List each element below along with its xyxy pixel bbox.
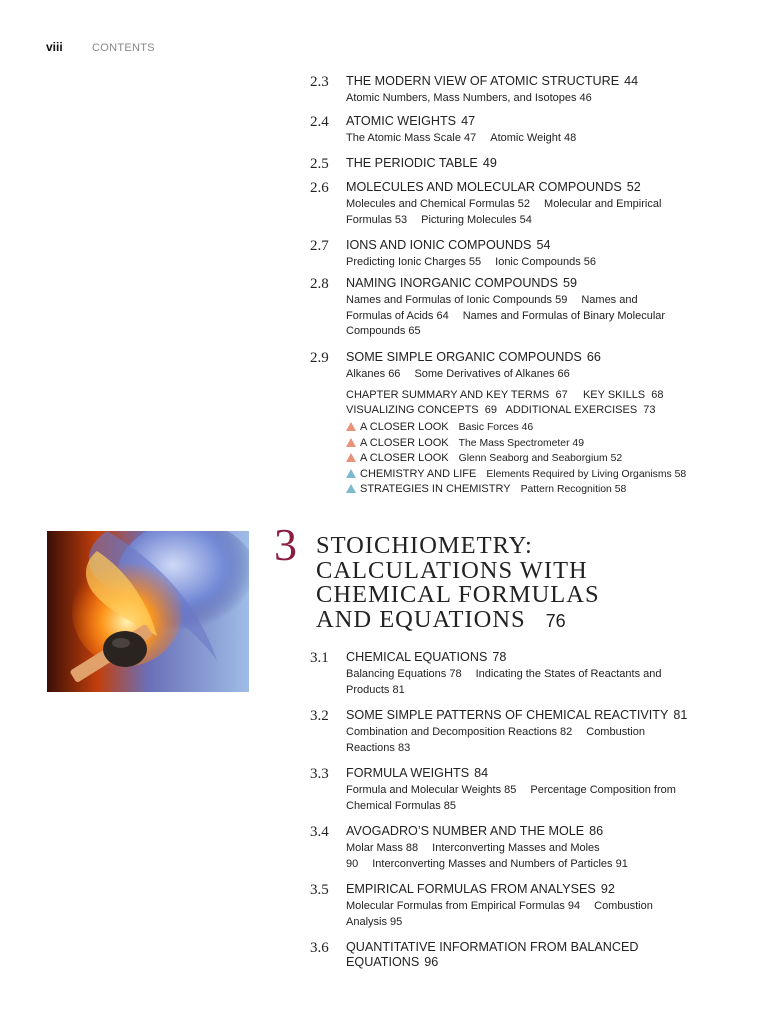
- section-page: 52: [626, 180, 641, 194]
- feature-box[interactable]: [346, 436, 730, 452]
- feature-box[interactable]: [346, 420, 730, 436]
- summary-line[interactable]: CHAPTER SUMMARY AND KEY TERMS 67 KEY SKILLS 68: [346, 389, 664, 401]
- section-page: 78: [492, 650, 507, 664]
- chapter-title[interactable]: [316, 534, 600, 633]
- chapter-2-sections: [310, 74, 730, 498]
- subsection: Ionic Compounds 56: [495, 256, 597, 268]
- chapter-page: 76: [545, 610, 566, 631]
- section-page: 86: [589, 824, 604, 838]
- summary-line[interactable]: VISUALIZING CONCEPTS 69 ADDITIONAL EXERCISES 73: [346, 404, 656, 416]
- section-page: 81: [673, 708, 688, 722]
- section-page: 92: [600, 882, 615, 896]
- feature-kind: CHEMISTRY AND LIFE: [360, 467, 477, 480]
- section-title: THE PERIODIC TABLE: [346, 156, 478, 170]
- feature-kind: A CLOSER LOOK: [360, 421, 449, 433]
- subsection: Indicating the States of Reactants and Products 81: [346, 668, 662, 696]
- section-title: THE MODERN VIEW OF ATOMIC STRUCTURE: [346, 74, 620, 88]
- section-number: 2.3: [310, 74, 329, 90]
- toc-section[interactable]: [310, 824, 730, 882]
- section-number: 2.6: [310, 180, 329, 196]
- section-page: 49: [482, 156, 497, 170]
- subsection: Percentage Composition from Chemical Formulas 85: [346, 784, 676, 812]
- section-number: 3.1: [310, 650, 329, 666]
- section-title: MOLECULES AND MOLECULAR COMPOUNDS: [346, 180, 622, 194]
- triangle-icon: [346, 484, 356, 493]
- chapter-photo: [47, 531, 249, 692]
- section-title: SOME SIMPLE PATTERNS OF CHEMICAL REACTIVITY: [346, 708, 669, 722]
- section-page: 66: [586, 350, 601, 364]
- section-title: ATOMIC WEIGHTS: [346, 114, 457, 128]
- chapter-number: 3: [274, 519, 297, 570]
- triangle-icon: [346, 469, 356, 478]
- section-title: CHEMICAL EQUATIONS: [346, 650, 488, 664]
- section-title: FORMULA WEIGHTS: [346, 766, 470, 780]
- subsection: Atomic Weight 48: [490, 132, 577, 144]
- section-title: NAMING INORGANIC COMPOUNDS: [346, 276, 559, 290]
- feature-title: The Mass Spectrometer 49: [458, 437, 584, 449]
- page-number: viii: [46, 40, 63, 54]
- section-number: 3.2: [310, 708, 329, 724]
- toc-section[interactable]: [310, 350, 730, 388]
- subsection: Molecules and Chemical Formulas 52: [346, 198, 531, 210]
- feature-kind: STRATEGIES IN CHEMISTRY: [360, 483, 511, 495]
- section-page: 44: [624, 74, 639, 88]
- toc-section[interactable]: [310, 238, 730, 276]
- subsection: Alkanes 66: [346, 368, 401, 380]
- section-number: 2.9: [310, 350, 329, 366]
- toc-section[interactable]: [310, 940, 730, 974]
- section-page: 47: [461, 114, 476, 128]
- subsection: Interconverting Masses and Moles 90: [346, 842, 600, 870]
- subsection: Formula and Molecular Weights 85: [346, 784, 517, 796]
- toc-section[interactable]: [310, 650, 730, 708]
- subsection: The Atomic Mass Scale 47: [346, 132, 477, 144]
- subsection: Some Derivatives of Alkanes 66: [414, 368, 570, 380]
- feature-title: Basic Forces 46: [458, 422, 534, 433]
- subsection: Interconverting Masses and Numbers of Particles 91: [372, 857, 628, 870]
- chapter-3-sections: [310, 650, 730, 974]
- section-title: EMPIRICAL FORMULAS FROM ANALYSES: [346, 882, 596, 896]
- section-number: 2.7: [310, 238, 329, 254]
- chapter-summary: [346, 388, 730, 418]
- section-page: 84: [474, 766, 489, 780]
- chapter-title-line: STOICHIOMETRY:: [316, 532, 533, 559]
- feature-box[interactable]: [346, 451, 730, 467]
- feature-title: Pattern Recognition 58: [520, 484, 627, 495]
- subsection: Combustion Analysis 95: [346, 900, 653, 928]
- section-number: 3.5: [310, 882, 329, 898]
- subsection: Names and Formulas of Acids 64: [346, 294, 638, 322]
- subsection: Balancing Equations 78: [346, 668, 462, 680]
- section-title: QUANTITATIVE INFORMATION FROM BALANCED EQUATIONS: [346, 940, 639, 969]
- subsection: Predicting Ionic Charges 55: [346, 256, 482, 268]
- subsection: Picturing Molecules 54: [421, 213, 532, 226]
- subsection: Molecular Formulas from Empirical Formulas 94: [346, 900, 581, 912]
- subsection: Names and Formulas of Ionic Compounds 59: [346, 294, 568, 306]
- triangle-icon: [346, 422, 356, 431]
- feature-box[interactable]: [346, 467, 730, 483]
- subsection: Combination and Decomposition Reactions 82: [346, 726, 573, 738]
- running-head: CONTENTS: [92, 42, 155, 54]
- feature-kind: A CLOSER LOOK: [360, 436, 449, 449]
- section-number: 2.5: [310, 156, 329, 172]
- triangle-icon: [346, 438, 356, 447]
- toc-section[interactable]: [310, 766, 730, 824]
- subsection: Molecular and Empirical Formulas 53: [346, 198, 662, 226]
- section-title: IONS AND IONIC COMPOUNDS: [346, 238, 532, 252]
- section-page: 59: [563, 276, 578, 290]
- toc-section[interactable]: [310, 180, 730, 238]
- subsection: Atomic Numbers, Mass Numbers, and Isotopes 46: [346, 92, 592, 104]
- toc-section[interactable]: [310, 114, 730, 156]
- feature-boxes: [346, 420, 730, 498]
- feature-title: Glenn Seaborg and Seaborgium 52: [458, 453, 623, 464]
- subsection: Names and Formulas of Binary Molecular Compounds 65: [346, 309, 666, 337]
- toc-section[interactable]: [310, 276, 730, 350]
- feature-title: Elements Required by Living Organisms 58: [486, 468, 687, 480]
- section-number: 2.4: [310, 114, 329, 130]
- section-number: 3.6: [310, 940, 329, 956]
- section-page: 54: [536, 238, 551, 252]
- section-page: 96: [424, 955, 439, 969]
- chapter-title-line: CHEMICAL FORMULAS: [316, 581, 600, 608]
- page-header: [46, 40, 155, 54]
- feature-box[interactable]: [346, 482, 730, 498]
- chapter-title-line: AND EQUATIONS: [316, 605, 526, 633]
- subsection: Molar Mass 88: [346, 842, 419, 854]
- match-flame-image: [47, 531, 249, 692]
- section-title: SOME SIMPLE ORGANIC COMPOUNDS: [346, 350, 582, 364]
- toc-section[interactable]: [310, 708, 730, 766]
- toc-section[interactable]: [310, 74, 730, 114]
- chapter-title-line: CALCULATIONS WITH: [316, 556, 588, 584]
- section-number: 3.3: [310, 766, 329, 782]
- toc-section[interactable]: [310, 882, 730, 940]
- feature-kind: A CLOSER LOOK: [360, 452, 449, 464]
- subsection: Combustion Reactions 83: [346, 726, 645, 754]
- section-number: 2.8: [310, 276, 329, 292]
- toc-section[interactable]: [310, 156, 730, 180]
- triangle-icon: [346, 453, 356, 462]
- section-number: 3.4: [310, 824, 329, 840]
- section-title: AVOGADRO’S NUMBER AND THE MOLE: [346, 824, 585, 838]
